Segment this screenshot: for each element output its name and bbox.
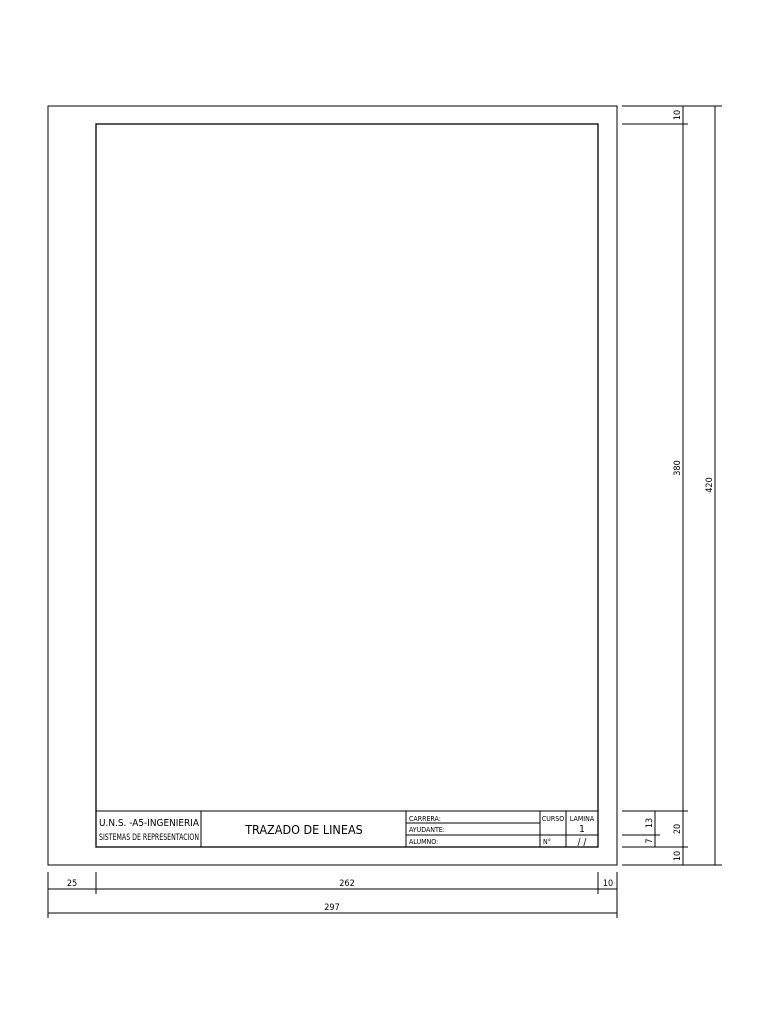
institution-label: U.N.S. -A5-INGENIERIA: [99, 818, 200, 829]
dim-left-margin: 25: [66, 879, 78, 889]
numero-label: N°: [543, 838, 551, 846]
drawing-title: TRAZADO DE LINEAS: [245, 822, 363, 837]
dim-inner-height: 380: [673, 460, 683, 476]
vertical-dimensions: [622, 106, 722, 865]
alumno-label: ALUMNO:: [409, 838, 439, 846]
dim-right-margin: 10: [602, 879, 614, 889]
dim-title-row-height: 13: [645, 817, 655, 829]
subject-label: SISTEMAS DE REPRESENTACION: [99, 833, 199, 843]
horizontal-dimensions: [48, 872, 617, 918]
inner-frame: [96, 124, 598, 847]
dim-total-height: 420: [705, 477, 715, 493]
dim-title-block-height: 20: [673, 823, 683, 835]
title-block: [96, 811, 598, 848]
carrera-label: CARRERA:: [409, 815, 441, 823]
lamina-label: LAMINA: [569, 815, 595, 823]
lamina-number: 1: [579, 824, 585, 835]
dim-inner-width: 262: [339, 879, 355, 889]
dim-top-margin: 10: [673, 109, 683, 121]
outer-border: [48, 106, 617, 865]
dim-lower-row-height: 7: [645, 838, 655, 844]
curso-label: CURSO: [541, 815, 565, 823]
dim-bottom-margin: 10: [673, 850, 683, 862]
ayudante-label: AYUDANTE:: [409, 826, 445, 834]
dim-total-width: 297: [324, 903, 340, 913]
date-placeholder: / /: [577, 837, 587, 848]
